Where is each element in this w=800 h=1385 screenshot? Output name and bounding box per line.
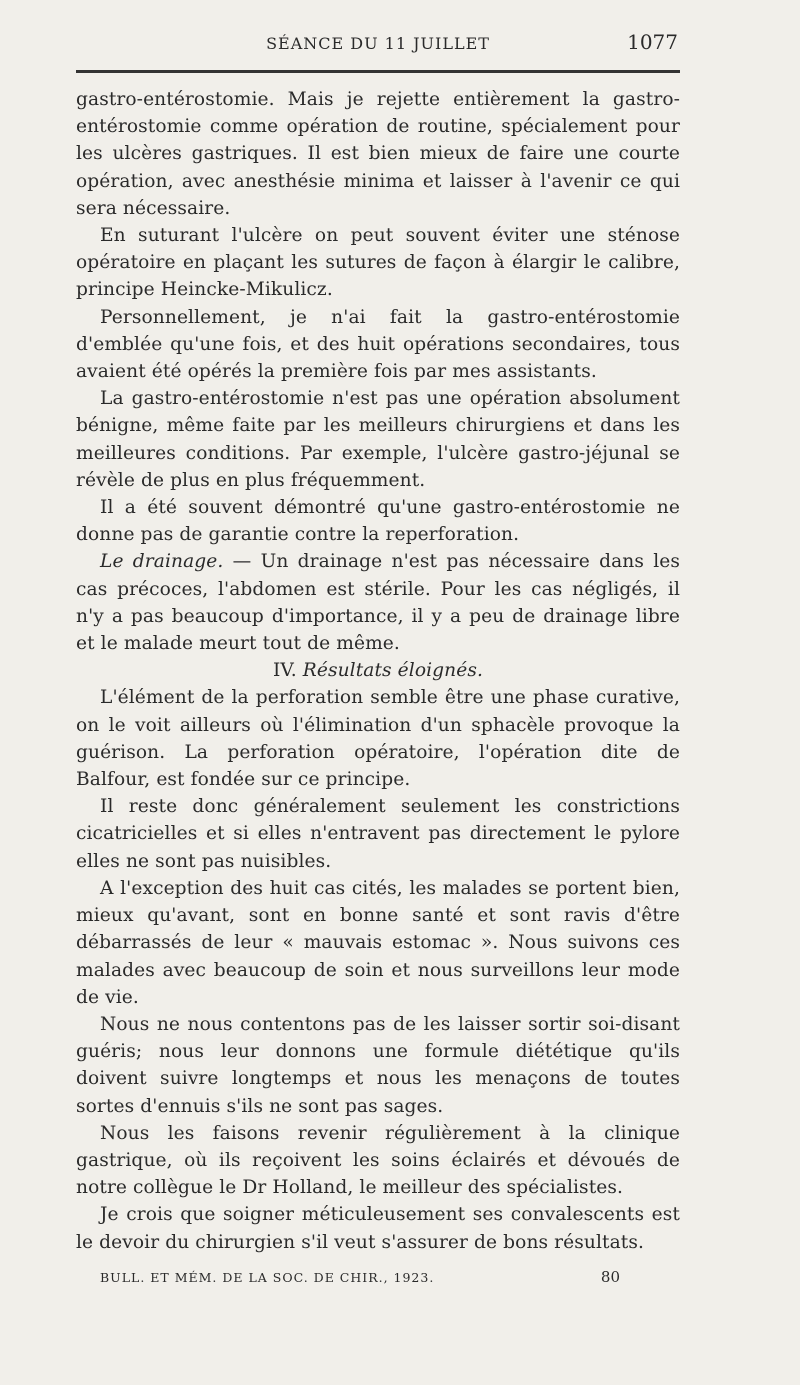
paragraph: Il reste donc généralement seulement les constrictions cicatricielles et si elles n'entravent pas directement le pylore elles ne sont pas nuisibles.: [76, 796, 680, 872]
section-title: Résultats éloignés.: [302, 660, 484, 682]
drainage-lead: Le drainage.: [100, 551, 224, 573]
paragraph: A l'exception des huit cas cités, les malades se portent bien, mieux qu'avant, sont en bonne santé et sont ravis d'être débarrassés de leur « mauvais estomac ». Nous suivons ces malades avec beaucoup de soin et nous surveillons leur mode de vie.: [76, 877, 680, 1008]
page-number: 1077: [627, 30, 678, 54]
paragraph: Nous ne nous contentons pas de les laisser sortir soi-disant guéris; nous leur donnons une formule diététique qu'ils doivent suivre longtemps et nous les menaçons de toutes sortes d'ennuis s'ils ne sont pas sages.: [76, 1013, 680, 1117]
paragraph: L'élément de la perforation semble être une phase curative, on le voit ailleurs où l'élimination d'un sphacèle provoque la guérison. La perforation opératoire, l'opération dite de Balfour, est fondée sur ce principe.: [76, 687, 680, 791]
body-text: [76, 86, 680, 1256]
running-head: [78, 30, 678, 58]
header-rule: [76, 70, 680, 73]
running-head-title: SÉANCE DU 11 JUILLET: [266, 34, 490, 53]
footer: [100, 1270, 620, 1292]
paragraph: En suturant l'ulcère on peut souvent éviter une sténose opératoire en plaçant les sutures de façon à élargir le calibre, principe Heincke-Mikulicz.: [76, 225, 680, 301]
footer-signature: 80: [600, 1268, 620, 1286]
paragraph: Il a été souvent démontré qu'une gastro-entérostomie ne donne pas de garantie contre la reperforation.: [76, 497, 680, 546]
paragraph: Personnellement, je n'ai fait la gastro-entérostomie d'emblée qu'une fois, et des huit opérations secondaires, tous avaient été opérés la première fois par mes assistants.: [76, 306, 680, 383]
paragraph: La gastro-entérostomie n'est pas une opération absolument bénigne, même faite par les meilleurs chirurgiens et dans les meilleures conditions. Par exemple, l'ulcère gastro-jéjunal se révèle de plus en plus fréquemment.: [76, 388, 680, 491]
drainage-text: — Un drainage n'est pas nécessaire dans les cas précoces, l'abdomen est stérile. Pour les cas négligés, il n'y a pas beaucoup d'importance, il y a peu de drainage libre et le malade meurt tout de même.: [76, 551, 681, 655]
paragraph: Nous les faisons revenir régulièrement à la clinique gastrique, où ils reçoivent les soins éclairés et dévoués de notre collègue le Dr Holland, le meilleur des spécialistes.: [76, 1122, 680, 1199]
paragraph-drainage: [76, 548, 680, 657]
footer-journal: BULL. ET MÉM. DE LA SOC. DE CHIR., 1923.: [100, 1270, 435, 1285]
section-number: IV.: [272, 660, 297, 682]
section-heading: [76, 657, 680, 684]
paragraph: Je crois que soigner méticuleusement ses convalescents est le devoir du chirurgien s'il veut s'assurer de bons résultats.: [76, 1204, 680, 1253]
paragraph: gastro-entérostomie. Mais je rejette entièrement la gastro-entérostomie comme opération de routine, spécialement pour les ulcères gastriques. Il est bien mieux de faire une courte opération, avec anesthésie minima et laisser à l'avenir ce qui sera nécessaire.: [76, 89, 680, 219]
